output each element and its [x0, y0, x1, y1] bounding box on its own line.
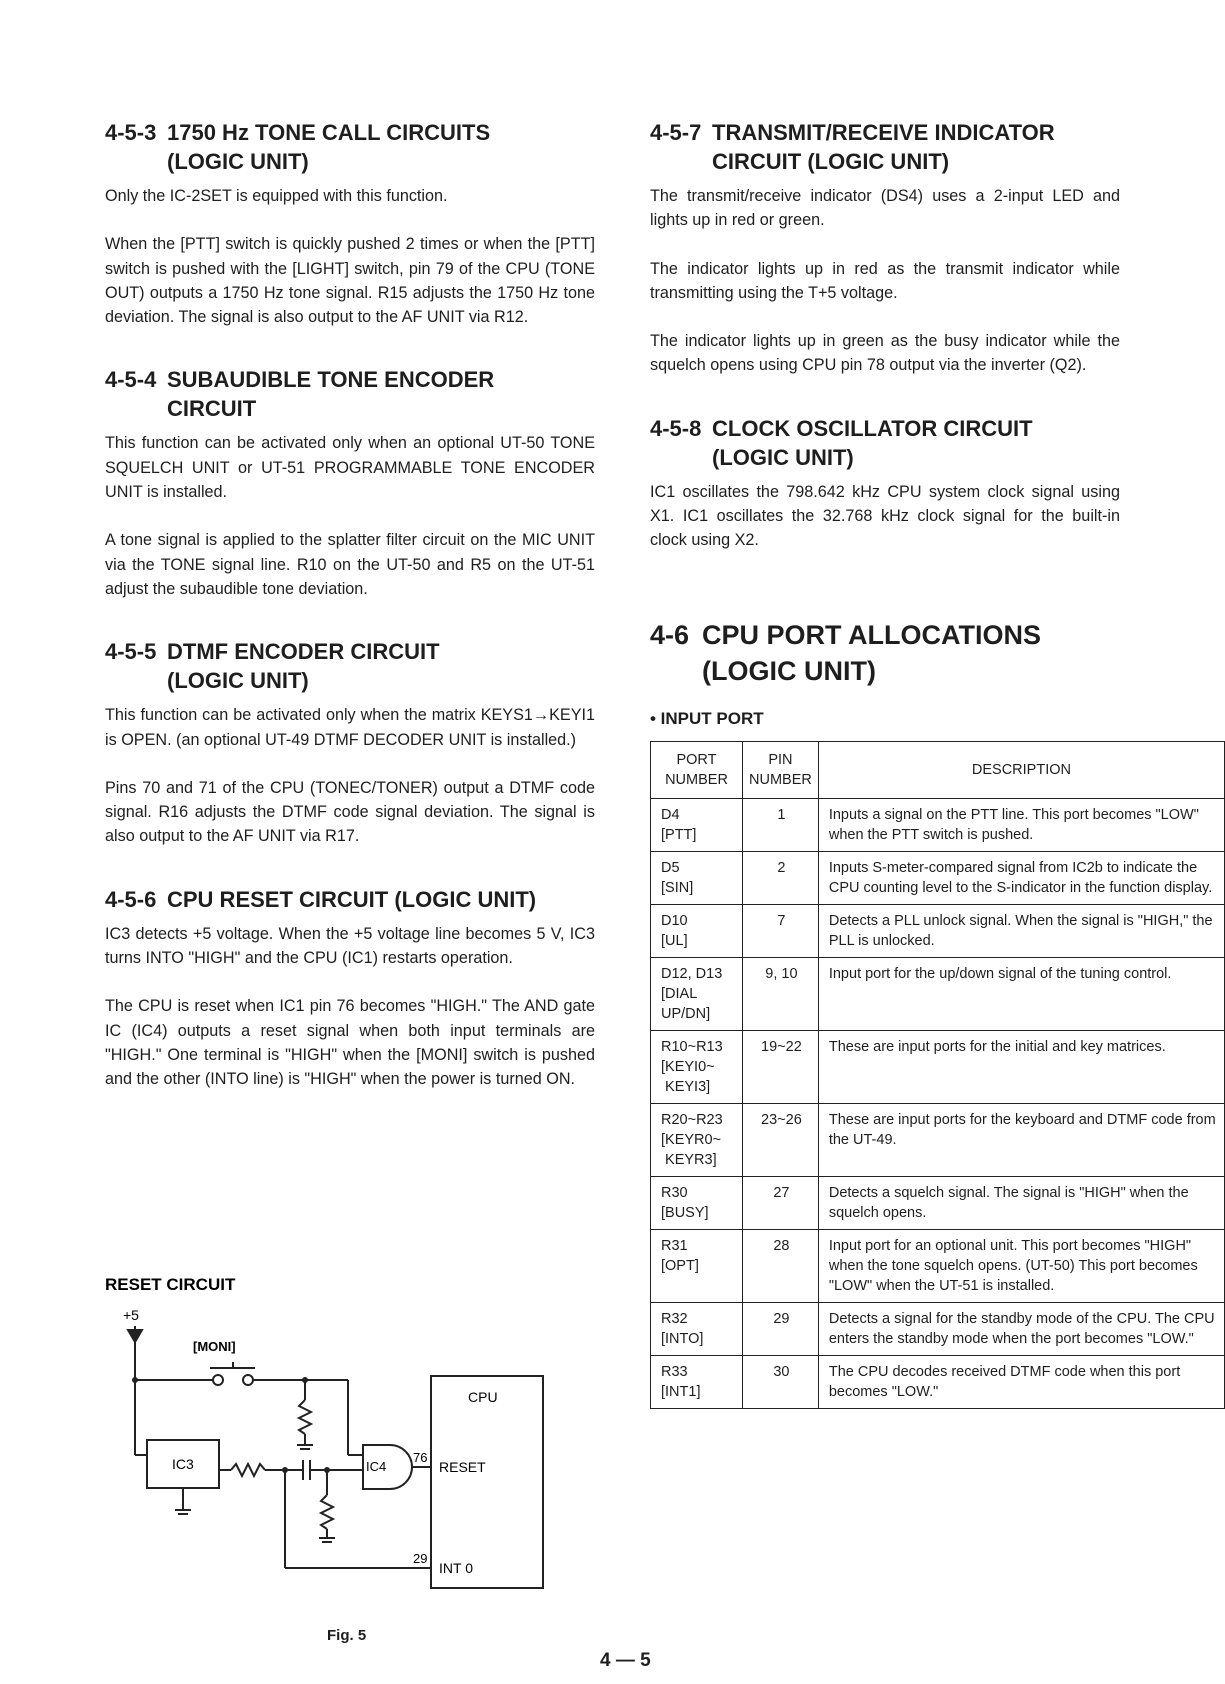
- table-row: [651, 851, 1225, 904]
- cpu-label: CPU: [468, 1389, 498, 1405]
- section-number: 4-5-8: [650, 415, 702, 441]
- section-title-2: (LOGIC UNIT): [702, 655, 876, 686]
- table-row: [651, 1030, 1225, 1103]
- port-number-line: [BUSY]: [661, 1204, 709, 1221]
- pin-number-cell: 9, 10: [743, 957, 819, 1030]
- port-number-line: [INT1]: [661, 1383, 701, 1400]
- port-number-cell: [651, 904, 743, 957]
- section-title-2: CIRCUIT (LOGIC UNIT): [712, 149, 950, 174]
- description-cell: These are input ports for the initial and key matrices.: [818, 1030, 1224, 1103]
- section-title-2: (LOGIC UNIT): [167, 668, 309, 694]
- port-number-cell: [651, 1229, 743, 1302]
- port-number-line: UP/DN]: [661, 1005, 711, 1022]
- section-number: 4-5-4: [105, 367, 157, 393]
- section-title-2: CIRCUIT: [167, 396, 257, 422]
- table-row: [651, 1103, 1225, 1176]
- reset-circuit-title: RESET CIRCUIT: [105, 1275, 236, 1294]
- port-number-line: [KEYI0~: [661, 1058, 715, 1075]
- section-title: CLOCK OSCILLATOR CIRCUIT: [712, 415, 1033, 441]
- description-cell: Input port for the up/down signal of the tuning control.: [818, 957, 1224, 1030]
- section-title: 1750 Hz TONE CALL CIRCUITS: [167, 120, 491, 145]
- port-number-line: R20~R23: [661, 1111, 723, 1128]
- port-number-line: [UL]: [661, 932, 688, 949]
- section-heading-4-5-8: [650, 414, 1170, 472]
- paragraph: The CPU is reset when IC1 pin 76 becomes "HIGH." The AND gate IC (IC4) outputs a reset signal when both input terminals are "HIGH." One terminal is "HIGH" when the [MONI] switch is pushed and the other (INTO line) is "HIGH" when the power is turned ON.: [105, 997, 595, 1089]
- section-number: 4-6: [650, 619, 690, 650]
- port-number-line: [KEYR0~: [661, 1131, 722, 1148]
- section-number: 4-5-6: [105, 886, 157, 912]
- table-body: [651, 798, 1225, 1408]
- paragraph: The transmit/receive indicator (DS4) uses a 2-input LED and lights up in red or green.: [650, 187, 1120, 230]
- pin-29-label: 29: [413, 1551, 428, 1566]
- cpu-port-table: [650, 741, 1225, 1409]
- paragraph: The indicator lights up in green as the busy indicator while the squelch opens using CPU pin 78 output via the inverter (Q2).: [650, 332, 1120, 375]
- description-cell: Detects a PLL unlock signal. When the signal is "HIGH," the PLL is unlocked.: [818, 904, 1224, 957]
- section-number: 4-5-7: [650, 120, 702, 145]
- port-number-line: D12, D13: [661, 965, 723, 982]
- resistor-icon: [299, 1400, 311, 1434]
- description-cell: Inputs a signal on the PTT line. This port becomes "LOW" when the PTT switch is pushed.: [818, 798, 1224, 851]
- description-cell: Inputs S-meter-compared signal from IC2b to indicate the CPU counting level to the S-indicator in the function display.: [818, 851, 1224, 904]
- section-heading-4-5-7: [650, 118, 1170, 176]
- section-title-2: (LOGIC UNIT): [712, 444, 854, 470]
- plus5-label: +5: [123, 1307, 139, 1323]
- section-heading-4-5-6: [105, 885, 595, 914]
- page-number: 4 — 5: [600, 1650, 651, 1671]
- paragraph: Pins 70 and 71 of the CPU (TONEC/TONER) output a DTMF code signal. R16 adjusts the DTMF code signal deviation. The signal is also output to the AF UNIT via R17.: [105, 778, 595, 846]
- table-row: [651, 1302, 1225, 1355]
- table-header-row: [651, 741, 1225, 798]
- table-row: [651, 1355, 1225, 1408]
- description-cell: The CPU decodes received DTMF code when this port becomes "LOW.": [818, 1355, 1224, 1408]
- section-title: DTMF ENCODER CIRCUIT: [167, 639, 440, 665]
- moni-label: [MONI]: [193, 1339, 236, 1354]
- section-number: 4-5-5: [105, 639, 157, 665]
- left-column: [105, 118, 595, 1092]
- table-row: [651, 957, 1225, 1030]
- resistor-icon: [231, 1464, 265, 1476]
- ic3-label: IC3: [172, 1456, 194, 1472]
- ic4-label: IC4: [366, 1459, 387, 1474]
- column-header: PORT NUMBER: [651, 741, 743, 798]
- junction-dot: [282, 1467, 288, 1473]
- paragraph: This function can be activated only when the matrix KEYS1→KEYI1 is OPEN. (an optional UT-49 DTMF DECODER UNIT is installed.): [105, 706, 595, 749]
- port-number-cell: [651, 1355, 743, 1408]
- switch-contact-left: [213, 1375, 223, 1385]
- reset-circuit-diagram: [105, 1275, 595, 1625]
- right-column: [650, 118, 1216, 1409]
- port-number-line: D5: [661, 859, 680, 876]
- paragraph: Only the IC-2SET is equipped with this function.: [105, 187, 448, 205]
- paragraph: When the [PTT] switch is quickly pushed 2 times or when the [PTT] switch is pushed with the [LIGHT] switch, pin 79 of the CPU (TONE OUT) outputs a 1750 Hz tone signal. R15 adjusts the 1750 Hz tone deviation. The signal is also output to the AF UNIT via R12.: [105, 235, 595, 327]
- resistor-icon: [321, 1495, 333, 1529]
- column-header: DESCRIPTION: [818, 741, 1224, 798]
- port-number-line: D4: [661, 806, 680, 823]
- table-row: [651, 1229, 1225, 1302]
- section-title-2: (LOGIC UNIT): [167, 149, 309, 174]
- pin-number-cell: 29: [743, 1302, 819, 1355]
- section-heading-4-6: [650, 617, 1170, 689]
- input-port-heading: • INPUT PORT: [650, 708, 764, 728]
- pin-number-cell: 27: [743, 1176, 819, 1229]
- table-row: [651, 1176, 1225, 1229]
- section-number: 4-5-3: [105, 120, 157, 145]
- junction-dot: [324, 1467, 330, 1473]
- table-row: [651, 798, 1225, 851]
- port-number-line: R10~R13: [661, 1038, 723, 1055]
- paragraph: The indicator lights up in red as the transmit indicator while transmitting using the T+5 voltage.: [650, 259, 1120, 302]
- port-number-cell: [651, 1176, 743, 1229]
- section-title: SUBAUDIBLE TONE ENCODER: [167, 367, 495, 393]
- switch-contact-right: [243, 1375, 253, 1385]
- figure-caption: Fig. 5: [327, 1627, 367, 1644]
- port-number-cell: [651, 851, 743, 904]
- paragraph: IC1 oscillates the 798.642 kHz CPU system clock signal using X1. IC1 oscillates the 32.768 kHz clock signal for the built-in clock using X2.: [650, 482, 1120, 550]
- pin-number-cell: 23~26: [743, 1103, 819, 1176]
- port-number-cell: [651, 1103, 743, 1176]
- description-cell: Input port for an optional unit. This port becomes "HIGH" when the tone squelch opens. (UT-50) This port becomes "LOW" when the UT-51 is installed.: [818, 1229, 1224, 1302]
- port-number-line: D10: [661, 912, 688, 929]
- port-number-line: R30: [661, 1184, 688, 1201]
- port-number-line: [INTO]: [661, 1330, 704, 1347]
- cpu-box: [431, 1376, 543, 1588]
- port-number-cell: [651, 798, 743, 851]
- section-heading-4-5-4: [105, 365, 595, 423]
- table-row: [651, 904, 1225, 957]
- port-number-line: KEYR3]: [661, 1151, 717, 1168]
- paragraph: This function can be activated only when an optional UT-50 TONE SQUELCH UNIT or UT-51 PROGRAMMABLE TONE ENCODER UNIT is installed.: [105, 434, 595, 502]
- section-title: TRANSMIT/RECEIVE INDICATOR: [712, 120, 1055, 145]
- port-number-cell: [651, 957, 743, 1030]
- int0-label: INT 0: [439, 1560, 473, 1576]
- section-title: CPU RESET CIRCUIT (LOGIC UNIT): [167, 886, 537, 912]
- section-heading-4-5-5: [105, 637, 595, 695]
- port-number-line: KEYI3]: [661, 1078, 711, 1095]
- reset-label: RESET: [439, 1459, 486, 1475]
- port-number-line: [DIAL: [661, 985, 698, 1002]
- description-cell: Detects a signal for the standby mode of the CPU. The CPU enters the standby mode when the port becomes "LOW.": [818, 1302, 1224, 1355]
- port-number-line: R32: [661, 1310, 688, 1327]
- pin-number-cell: 7: [743, 904, 819, 957]
- port-number-cell: [651, 1030, 743, 1103]
- pin-number-cell: 2: [743, 851, 819, 904]
- pin-number-cell: 30: [743, 1355, 819, 1408]
- port-number-line: [PTT]: [661, 826, 697, 843]
- port-number-line: [SIN]: [661, 879, 694, 896]
- pin-number-cell: 28: [743, 1229, 819, 1302]
- port-number-cell: [651, 1302, 743, 1355]
- pin-number-cell: 19~22: [743, 1030, 819, 1103]
- arrow-down-icon: [128, 1330, 142, 1342]
- port-number-line: R31: [661, 1237, 688, 1254]
- junction-dot: [302, 1377, 308, 1383]
- paragraph: IC3 detects +5 voltage. When the +5 voltage line becomes 5 V, IC3 turns INTO "HIGH" and the CPU (IC1) restarts operation.: [105, 924, 595, 968]
- pin-number-cell: 1: [743, 798, 819, 851]
- description-cell: These are input ports for the keyboard and DTMF code from the UT-49.: [818, 1103, 1224, 1176]
- junction-dot: [132, 1377, 138, 1383]
- column-header: PIN NUMBER: [743, 741, 819, 798]
- section-title: CPU PORT ALLOCATIONS: [702, 619, 1041, 650]
- pin-76-label: 76: [413, 1450, 428, 1465]
- port-number-line: [OPT]: [661, 1257, 699, 1274]
- section-heading-4-5-3: [105, 118, 595, 176]
- paragraph: A tone signal is applied to the splatter filter circuit on the MIC UNIT via the TONE signal line. R10 on the UT-50 and R5 on the UT-51 adjust the subaudible tone deviation.: [105, 531, 595, 598]
- port-number-line: R33: [661, 1363, 688, 1380]
- description-cell: Detects a squelch signal. The signal is "HIGH" when the squelch opens.: [818, 1176, 1224, 1229]
